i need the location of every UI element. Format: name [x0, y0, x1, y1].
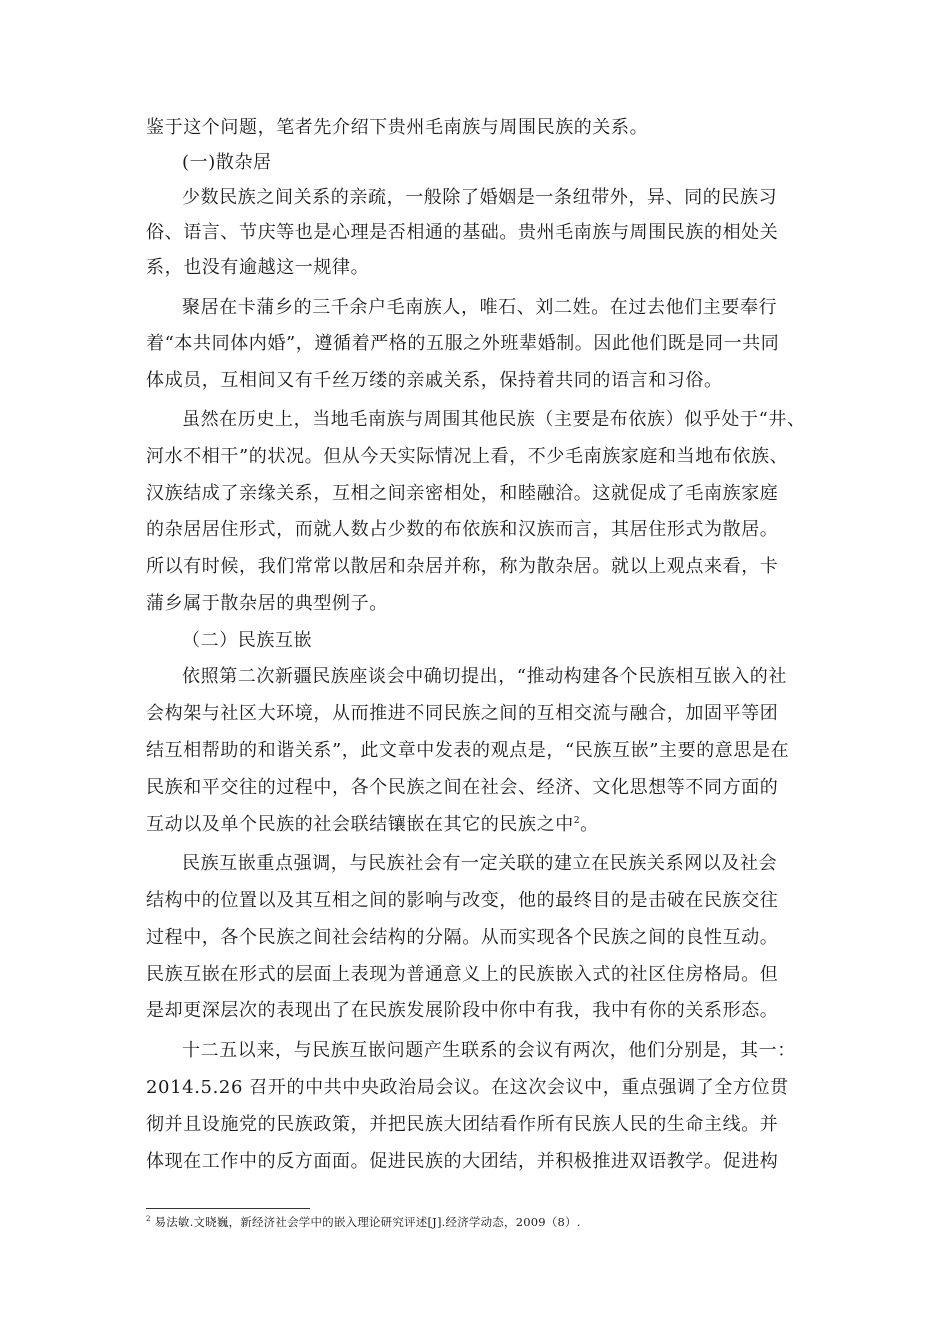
body-line: 体成员，互相间又有千丝万缕的亲戚关系，保持着共同的语言和习俗。	[146, 370, 723, 391]
body-line: 是却更深层次的表现出了在民族发展阶段中你中有我，我中有你的关系形态。	[146, 1000, 779, 1021]
body-line: 民族互嵌重点强调，与民族社会有一定关联的建立在民族关系网以及社会	[182, 853, 778, 874]
body-line: 2014.5.26 召开的中共中央政治局会议。在这次会议中，重点强调了全方位贯	[146, 1077, 789, 1098]
body-line-text: 互动以及单个民族的社会联结镶嵌在其它的民族之中	[146, 814, 574, 835]
body-line-punctuation: 。	[580, 814, 599, 835]
body-line: 着“本共同体内婚”，遵循着严格的五服之外班辈婚制。因此他们既是同一共同	[146, 333, 780, 354]
body-line: 俗、语言、节庆等也是心理是否相通的基础。贵州毛南族与周围民族的相处关	[146, 222, 779, 243]
section-heading: （二）民族互嵌	[182, 630, 313, 651]
section-heading: (一)散杂居	[182, 152, 272, 173]
body-line: 虽然在历史上，当地毛南族与周围其他民族（主要是布依族）似乎处于“井、	[182, 409, 806, 430]
footnote-reference-mark[interactable]: 2	[573, 816, 581, 826]
body-line: 民族互嵌在形式的层面上表现为普通意义上的民族嵌入式的社区住房格局。但	[146, 964, 779, 985]
body-line: 结构中的位置以及其互相之间的影响与改变，他的最终目的是击破在民族交往	[146, 890, 779, 911]
body-line: 蒲乡属于散杂居的典型例子。	[146, 593, 388, 614]
body-line: 民族和平交往的过程中，各个民族之间在社会、经济、文化思想等不同方面的	[146, 777, 779, 798]
footnote-text: 易法敏.文晓巍，新经济社会学中的嵌入理论研究评述[J].经济学动态，2009（8）.	[154, 1215, 581, 1229]
body-line: 十二五以来，与民族互嵌问题产生联系的会议有两次，他们分别是，其一：	[182, 1040, 796, 1061]
body-line: 所以有时候，我们常常以散居和杂居并称，称为散杂居。就以上观点来看，卡	[146, 556, 779, 577]
body-line: 会构架与社区大环境，从而推进不同民族之间的互相交流与融合，加固平等团	[146, 703, 779, 724]
body-line: 少数民族之间关系的亲疏，一般除了婚姻是一条纽带外，异、同的民族习	[182, 187, 778, 208]
body-line: 依照第二次新疆民族座谈会中确切提出，“推动构建各个民族相互嵌入的社	[182, 666, 787, 687]
body-line: 结互相帮助的和谐关系”，此文章中发表的观点是，“民族互嵌”主要的意思是在	[146, 740, 790, 761]
footnote-mark: 2	[146, 1215, 151, 1224]
body-line: 汉族结成了亲缘关系，互相之间亲密相处，和睦融洽。这就促成了毛南族家庭	[146, 483, 779, 504]
body-line: 的杂居居住形式，而就人数占少数的布依族和汉族而言，其居住形式为散居。	[146, 519, 779, 540]
footnote	[146, 1215, 581, 1229]
body-line: 鉴于这个问题，笔者先介绍下贵州毛南族与周围民族的关系。	[146, 117, 649, 138]
footnote-separator	[146, 1208, 310, 1209]
body-line: 彻并且设施党的民族政策，并把民族大团结看作所有民族人民的生命主线。并	[146, 1114, 779, 1135]
body-line: 体现在工作中的反方面面。促进民族的大团结，并积极推进双语教学。促进构	[146, 1151, 779, 1172]
body-line: 聚居在卡蒲乡的三千余户毛南族人，唯石、刘二姓。在过去他们主要奉行	[182, 297, 778, 318]
body-line: 过程中，各个民族之间社会结构的分隔。从而实现各个民族之间的良性互动。	[146, 927, 779, 948]
body-line: 河水不相干”的状况。但从今天实际情况上看，不少毛南族家庭和当地布依族、	[146, 446, 789, 467]
body-line-with-reference	[146, 814, 599, 836]
body-line: 系，也没有逾越这一规律。	[146, 257, 370, 278]
